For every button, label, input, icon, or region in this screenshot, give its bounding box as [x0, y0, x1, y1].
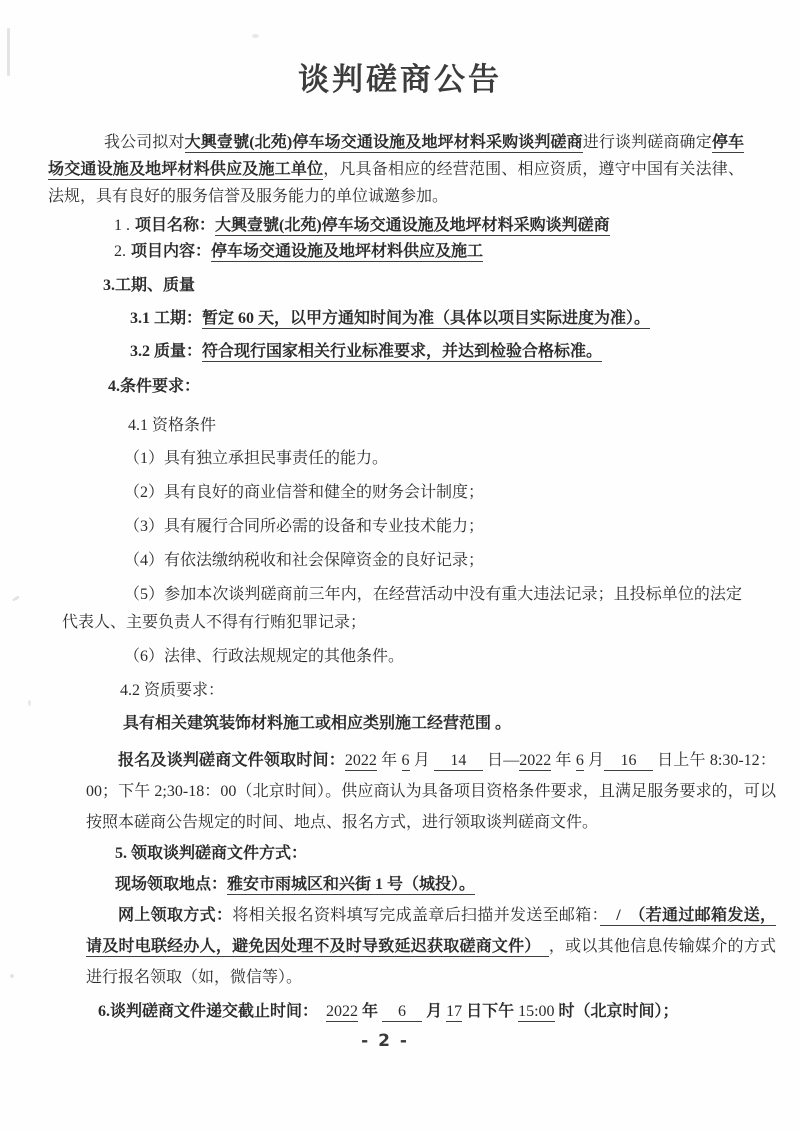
- intro-unit-name: 停车场交通设施及地坪材料供应及施工单位: [48, 134, 744, 178]
- online-label: 网上领取方式：: [118, 907, 233, 924]
- item-project-content: [114, 239, 800, 265]
- section-4-2-heading: 4.2 资质要求：: [120, 682, 225, 699]
- deadline-text: 时（北京时间）；: [554, 1003, 679, 1020]
- onsite-pickup-line: [115, 869, 800, 900]
- section-5-heading: 5. 领取谈判磋商文件方式：: [115, 845, 308, 862]
- signup-month-end: 6: [575, 752, 584, 769]
- qualification-scope: 具有相关建筑装饰材料施工或相应类别施工经营范围 。: [123, 715, 512, 732]
- signup-year-end: 2022: [519, 752, 552, 769]
- intro-project-name: 大興壹號(北苑)停车场交通设施及地坪材料采购谈判磋商: [184, 134, 583, 151]
- condition-item: （3）具有履行合同所必需的设备和专业技术能力；: [124, 518, 485, 535]
- condition-item: （5）参加本次谈判磋商前三年内，在经营活动中没有重大违法记录；且投标单位的法定代表人、主要负责人不得有行贿犯罪记录；: [62, 586, 742, 631]
- condition-item: （2）具有良好的商业信誉和健全的财务会计制度；: [124, 484, 485, 501]
- deadline-line: [98, 996, 800, 1027]
- section-3-2-label: 3.2 质量：: [130, 343, 203, 360]
- item-value: 大興壹號(北苑)停车场交通设施及地坪材料采购谈判磋商: [215, 217, 610, 234]
- item-project-name: [114, 213, 800, 239]
- deadline-space: [310, 1003, 326, 1020]
- scan-artifact: [252, 34, 259, 38]
- scan-artifact: [10, 974, 14, 978]
- online-pickup-paragraph: [86, 900, 776, 993]
- intro-lead: 我公司拟对: [104, 134, 185, 151]
- condition-item: （6）法律、行政法规规定的其他条件。: [124, 648, 405, 665]
- section-3-heading: 3.工期、质量: [103, 277, 196, 294]
- deadline-day: 17: [446, 1003, 463, 1020]
- signup-year-start: 2022: [344, 752, 377, 769]
- item-label: 项目内容：: [131, 243, 212, 260]
- item-value: 停车场交通设施及地坪材料供应及施工: [211, 243, 484, 260]
- online-mid: 将相关报名资料填写完成盖章后扫描并发送至邮箱：: [232, 907, 600, 924]
- page-title: 谈判磋商公告: [298, 62, 502, 97]
- section-4-heading: 4.条件要求：: [108, 378, 201, 395]
- scan-artifact: [28, 700, 31, 706]
- signup-text: 日—: [482, 752, 520, 769]
- signup-text: 月: [409, 752, 435, 769]
- condition-item: （1）具有独立承担民事责任的能力。: [124, 450, 389, 467]
- intro-paragraph: [48, 129, 744, 210]
- deadline-label: 6.谈判磋商文件递交截止时间：: [98, 1003, 311, 1020]
- onsite-label: 现场领取地点：: [115, 876, 228, 893]
- section-3-1: [130, 305, 800, 332]
- page-number: - 2 -: [361, 1031, 409, 1051]
- signup-text: 年: [551, 752, 576, 769]
- item-label: 项目名称：: [135, 217, 216, 234]
- deadline-month: 6: [382, 1003, 423, 1020]
- item-number: 1 .: [114, 217, 130, 234]
- scan-artifact: [7, 28, 10, 76]
- section-3-2: [130, 338, 800, 365]
- section-4-1-heading: 4.1 资格条件: [128, 417, 217, 434]
- intro-tail: ，凡具备相应的经营范围、相应资质，遵守中国有关法律、法规，具有良好的服务信誉及服务能力的单位诚邀参加。: [48, 161, 744, 205]
- signup-text: 日上午 8:30-12：00；下午 2;30-18：00（北京时间）。供应商认为具备项目资格条件要求，且满足服务要求的，可以按照本磋商公告规定的时间、地点、报名方式，进行领取谈判磋商文件。: [86, 752, 776, 831]
- item-number: 2.: [114, 243, 126, 260]
- scan-artifact: [12, 595, 20, 602]
- signup-text: 月: [583, 752, 605, 769]
- signup-day-start: 14: [434, 752, 483, 769]
- online-tail: ，或以其他信息传输媒介的方式进行报名领取（如，微信等）。: [86, 938, 776, 986]
- deadline-text: 月: [422, 1003, 447, 1020]
- deadline-text: 日下午: [462, 1003, 519, 1020]
- signup-text: 年: [376, 752, 402, 769]
- deadline-year: 2022: [326, 1003, 359, 1020]
- signup-time-paragraph: [86, 745, 776, 838]
- signup-label: 报名及谈判磋商文件领取时间：: [118, 752, 345, 769]
- section-3-1-label: 3.1 工期：: [130, 310, 203, 327]
- onsite-address: 雅安市雨城区和兴街 1 号（城投）。: [227, 876, 476, 893]
- signup-month-start: 6: [401, 752, 410, 769]
- deadline-text: 年: [358, 1003, 383, 1020]
- signup-day-end: 16: [604, 752, 653, 769]
- condition-item: （4）有依法缴纳税收和社会保障资金的良好记录；: [124, 552, 485, 569]
- section-3-1-value: 暂定 60 天，以甲方通知时间为准（具体以项目实际进度为准）。: [202, 310, 651, 327]
- intro-mid: 进行谈判磋商确定: [582, 134, 712, 151]
- deadline-time: 15:00: [518, 1003, 555, 1020]
- section-3-2-value: 符合现行国家相关行业标准要求，并达到检验合格标准。: [202, 343, 603, 360]
- online-email-blank: / （若通过邮箱发送，请及时电联经办人，避免因处理不及时导致延迟获取磋商文件）: [86, 907, 776, 955]
